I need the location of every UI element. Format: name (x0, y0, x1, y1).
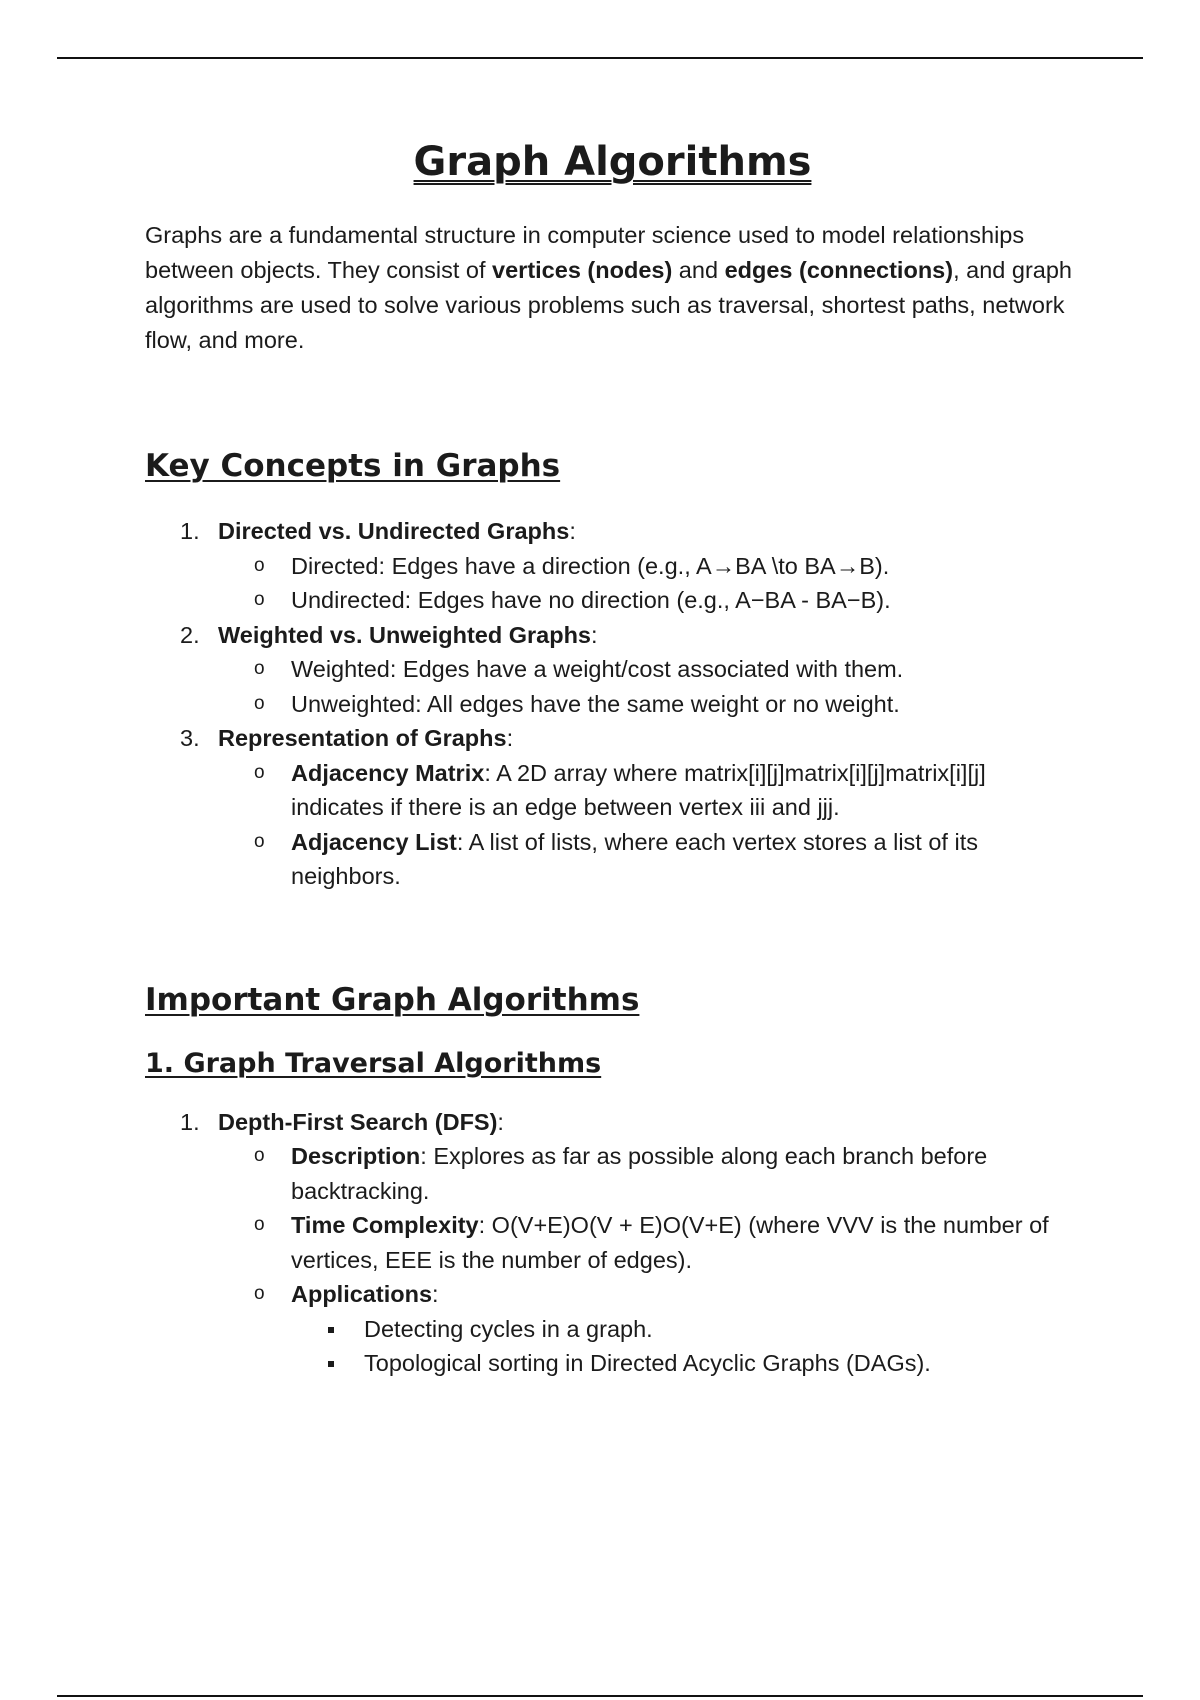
sub-list (218, 652, 1080, 721)
bullet-o: o (254, 589, 265, 610)
sub-item-text: : A 2D array where matrix[i][j]matrix[i][j]matrix[i][j] indicates if there is an edge between vertex iii and jjj. (291, 759, 986, 820)
sub-item-text: : (432, 1281, 439, 1307)
sub-sub-item-text: Detecting cycles in a graph. (364, 1315, 653, 1342)
list-number: 3. (180, 725, 200, 751)
sub-sub-list (291, 1312, 1080, 1381)
sub-list (218, 756, 1080, 894)
label-suffix: : (497, 1108, 504, 1135)
list-item (145, 721, 1080, 894)
sub-item-term: Adjacency Matrix (291, 759, 485, 786)
intro-text-3: , and graph algorithms are used to solve various problems such as traversal, shortest paths, network flow, and more. (145, 257, 1072, 353)
sub-item-term: Time Complexity (291, 1212, 479, 1238)
square-bullet-icon (328, 1361, 334, 1367)
concept-label: Weighted vs. Unweighted Graphs (218, 621, 592, 648)
list-number: 2. (180, 621, 200, 648)
bullet-o: o (254, 658, 265, 679)
section-heading-key-concepts: Key Concepts in Graphs (145, 448, 561, 484)
sub-list-item (218, 825, 1080, 894)
algorithm-label: Depth-First Search (DFS) (218, 1108, 498, 1135)
sub-item-text: : O(V+E)O(V + E)O(V+E) (where VVV is the number of vertices, EEE is the number of edges). (291, 1212, 1049, 1273)
sub-list (218, 1139, 1080, 1381)
page-title: Graph Algorithms (413, 139, 812, 185)
square-bullet-icon (328, 1327, 334, 1333)
bullet-o: o (254, 1145, 265, 1166)
intro-text-2: and (672, 257, 725, 283)
list-number: 1. (180, 1108, 200, 1135)
sub-list-item (218, 1208, 1080, 1277)
sub-item-text: Weighted: Edges have a weight/cost associated with them. (291, 656, 904, 682)
list-number: 1. (180, 518, 200, 544)
sub-sub-list-item (291, 1312, 1080, 1347)
label-suffix: : (591, 621, 598, 648)
sub-list-item (218, 1277, 1080, 1381)
bullet-o: o (254, 761, 265, 783)
bullet-o: o (254, 830, 265, 852)
traversal-list (145, 1105, 1080, 1381)
bullet-o: o (254, 1214, 265, 1235)
intro-term-edges: edges (connections) (724, 257, 954, 283)
bullet-o: o (254, 554, 265, 576)
concept-label: Directed vs. Undirected Graphs (218, 518, 570, 544)
footer-rule (57, 1695, 1143, 1697)
sub-list-item (218, 583, 1080, 618)
key-concepts-list (145, 514, 1080, 894)
section-heading-important-algorithms: Important Graph Algorithms (145, 981, 640, 1018)
list-item (145, 1105, 1080, 1381)
sub-list-item (218, 756, 1080, 825)
bullet-o: o (254, 692, 265, 714)
sub-item-term: Description (291, 1143, 421, 1169)
subsection-heading-traversal: 1. Graph Traversal Algorithms (145, 1047, 602, 1079)
sub-item-term: Applications (291, 1281, 433, 1307)
intro-term-vertices: vertices (nodes) (492, 257, 673, 283)
sub-item-text: : Explores as far as possible along each branch before backtracking. (291, 1143, 988, 1204)
sub-sub-list-item (291, 1346, 1080, 1381)
list-item (145, 618, 1080, 722)
label-suffix: : (506, 725, 514, 751)
sub-list-item (218, 1139, 1080, 1208)
intro-text-1: Graphs are a fundamental structure in computer science used to model relationships between objects. They consist of (145, 222, 1025, 283)
sub-item-text: : A list of lists, where each vertex stores a list of its neighbors. (291, 828, 978, 889)
concept-label: Representation of Graphs (218, 725, 507, 751)
bullet-o: o (254, 1283, 265, 1304)
list-item (145, 514, 1080, 618)
intro-paragraph (145, 218, 1080, 358)
sub-list-item (218, 652, 1080, 687)
sub-item-text: Directed: Edges have a direction (e.g., A→BA \to BA→B). (291, 552, 890, 579)
document-body (145, 138, 1080, 1381)
sub-list (218, 549, 1080, 618)
sub-item-text: Undirected: Edges have no direction (e.g., A−BA - BA−B). (291, 587, 891, 613)
label-suffix: : (569, 518, 576, 544)
sub-list-item (218, 549, 1080, 584)
header-rule (57, 57, 1143, 59)
sub-item-term: Adjacency List (291, 828, 457, 855)
sub-sub-item-text: Topological sorting in Directed Acyclic Graphs (DAGs). (364, 1350, 931, 1376)
sub-list-item (218, 687, 1080, 722)
sub-item-text: Unweighted: All edges have the same weight or no weight. (291, 690, 900, 717)
